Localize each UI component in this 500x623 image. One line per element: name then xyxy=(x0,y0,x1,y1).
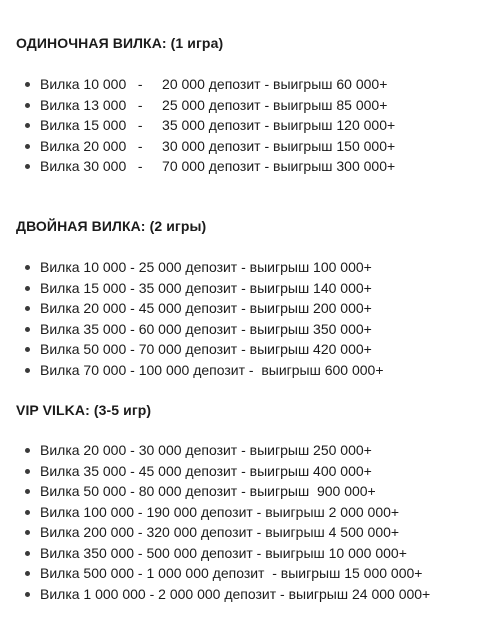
list-item xyxy=(0,319,384,340)
list-item xyxy=(0,440,430,461)
section-title: ДВОЙНАЯ ВИЛКА: (2 игры) xyxy=(16,218,207,234)
list-item xyxy=(0,543,430,564)
bullet-icon xyxy=(25,469,30,474)
list-item xyxy=(0,461,430,482)
list-item xyxy=(0,298,384,319)
list-item xyxy=(0,136,395,157)
list-item xyxy=(0,502,430,523)
offer-text: Вилка 30 000 - 70 000 депозит - выигрыш 300 000+ xyxy=(40,158,396,174)
offer-text: Вилка 15 000 - 35 000 депозит - выигрыш 120 000+ xyxy=(40,117,396,133)
bullet-icon xyxy=(25,368,30,373)
bullet-icon xyxy=(25,123,30,128)
bullet-icon xyxy=(25,510,30,515)
bullet-icon xyxy=(25,571,30,576)
offer-text: Вилка 1 000 000 - 2 000 000 депозит - выигрыш 24 000 000+ xyxy=(40,585,431,602)
offer-text: Вилка 100 000 - 190 000 депозит - выигрыш 2 000 000+ xyxy=(40,503,400,520)
offer-text: Вилка 13 000 - 25 000 депозит - выигрыш 85 000+ xyxy=(40,96,388,113)
list-item xyxy=(0,360,384,381)
bullet-icon xyxy=(25,103,30,108)
bullet-icon xyxy=(25,347,30,352)
offer-text: Вилка 200 000 - 320 000 депозит - выигрыш 4 500 000+ xyxy=(40,524,400,540)
bullet-icon xyxy=(25,530,30,535)
offer-text: Вилка 50 000 - 80 000 депозит - выигрыш 900 000+ xyxy=(40,483,376,499)
bullet-icon xyxy=(25,286,30,291)
bullet-icon xyxy=(25,82,30,87)
list-item xyxy=(0,257,384,278)
list-item xyxy=(0,339,384,360)
list-item xyxy=(0,563,430,584)
offer-text: Вилка 500 000 - 1 000 000 депозит - выигрыш 15 000 000+ xyxy=(40,565,423,581)
bullet-icon xyxy=(25,164,30,169)
offer-list xyxy=(0,74,395,177)
list-item xyxy=(0,522,430,543)
list-item xyxy=(0,481,430,502)
offer-list xyxy=(0,440,430,604)
offer-list xyxy=(0,257,384,380)
list-item xyxy=(0,156,395,177)
list-item xyxy=(0,278,384,299)
offer-text: Вилка 20 000 - 45 000 депозит - выигрыш 200 000+ xyxy=(40,300,372,316)
offer-text: Вилка 350 000 - 500 000 депозит - выигрыш 10 000 000+ xyxy=(40,544,407,561)
list-item xyxy=(0,74,395,95)
offer-text: Вилка 35 000 - 45 000 депозит - выигрыш 400 000+ xyxy=(40,462,372,479)
offer-text: Вилка 70 000 - 100 000 депозит - выигрыш 600 000+ xyxy=(40,361,384,378)
offer-text: Вилка 10 000 - 20 000 депозит - выигрыш 60 000+ xyxy=(40,76,388,92)
offer-text: Вилка 50 000 - 70 000 депозит - выигрыш 420 000+ xyxy=(40,341,372,357)
bullet-icon xyxy=(25,265,30,270)
section-title: ОДИНОЧНАЯ ВИЛКА: (1 игра) xyxy=(16,35,224,51)
list-item xyxy=(0,95,395,116)
bullet-icon xyxy=(25,327,30,332)
list-item xyxy=(0,584,430,605)
bullet-icon xyxy=(25,551,30,556)
bullet-icon xyxy=(25,144,30,149)
bullet-icon xyxy=(25,489,30,494)
section-title: VIP VILKA: (3-5 игр) xyxy=(16,402,152,418)
offer-text: Вилка 20 000 - 30 000 депозит - выигрыш 150 000+ xyxy=(40,137,396,154)
offer-text: Вилка 10 000 - 25 000 депозит - выигрыш 100 000+ xyxy=(40,259,372,275)
bullet-icon xyxy=(25,592,30,597)
bullet-icon xyxy=(25,306,30,311)
list-item xyxy=(0,115,395,136)
offer-text: Вилка 20 000 - 30 000 депозит - выигрыш 250 000+ xyxy=(40,442,372,458)
offer-text: Вилка 15 000 - 35 000 депозит - выигрыш 140 000+ xyxy=(40,279,372,296)
offer-text: Вилка 35 000 - 60 000 депозит - выигрыш 350 000+ xyxy=(40,320,372,337)
bullet-icon xyxy=(25,448,30,453)
